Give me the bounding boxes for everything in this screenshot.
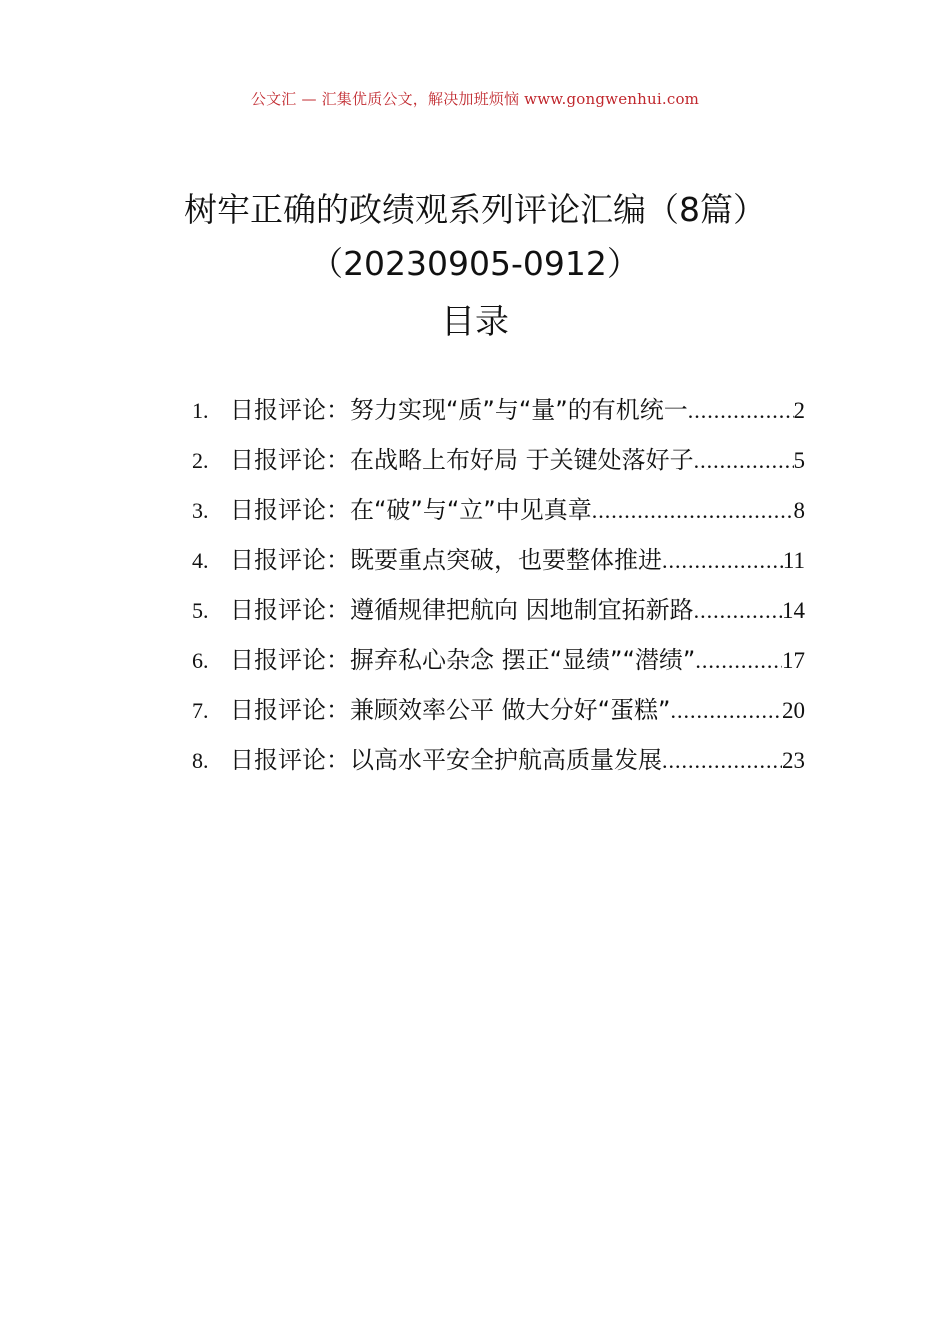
toc-entry-6[interactable] [192,638,805,688]
toc-heading: 目录 [441,302,509,342]
toc-entry-4[interactable] [192,538,805,588]
toc-entry-number: 3. [192,498,209,523]
page-header: 公文汇 — 汇集优质公文，解决加班烦恼 www.gongwenhui.com [250,90,700,108]
toc-entry-title: 日报评论：努力实现“质”与“量”的有机统一 [230,396,688,424]
toc-entry-page: 23 [782,748,805,773]
toc-entry-number: 7. [192,698,209,723]
toc-leader-dots [592,489,794,533]
toc-entry-3[interactable] [192,488,805,538]
toc-leader-dots [695,639,782,683]
toc-entry-page: 8 [793,498,805,523]
toc-leader-dots [688,389,794,433]
toc-entry-title: 日报评论：摒弃私心杂念 摆正“显绩”“潜绩” [230,646,696,674]
toc-entry-title: 日报评论：兼顾效率公平 做大分好“蛋糕” [230,696,671,724]
toc-entry-7[interactable] [192,688,805,738]
toc-entry-title: 日报评论：在“破”与“立”中见真章 [230,496,592,524]
toc-entry-title: 日报评论：遵循规律把航向 因地制宜拓新路 [230,596,694,624]
toc-entry-page: 2 [793,398,805,423]
toc-leader-dots [662,539,783,583]
toc-entry-number: 4. [192,548,209,573]
toc-entry-page: 17 [782,648,805,673]
toc-leader-dots [694,589,782,633]
toc-entry-page: 20 [782,698,805,723]
table-of-contents [192,388,805,788]
toc-leader-dots [671,689,783,733]
document-date-range: （20230905-0912） [310,244,640,283]
toc-leader-dots [694,439,794,483]
toc-entry-number: 1. [192,398,209,423]
toc-entry-2[interactable] [192,438,805,488]
toc-entry-5[interactable] [192,588,805,638]
document-title: 树牢正确的政绩观系列评论汇编（8篇） [184,190,766,229]
toc-entry-number: 5. [192,598,209,623]
toc-entry-page: 11 [782,548,805,573]
toc-entry-1[interactable] [192,388,805,438]
toc-entry-number: 6. [192,648,209,673]
toc-leader-dots [662,739,782,783]
title-block [0,186,950,346]
toc-entry-title: 日报评论：以高水平安全护航高质量发展 [230,746,662,774]
toc-entry-number: 2. [192,448,209,473]
toc-entry-page: 14 [782,598,805,623]
toc-entry-title: 日报评论：在战略上布好局 于关键处落好子 [230,446,694,474]
toc-entry-title: 日报评论：既要重点突破，也要整体推进 [230,546,662,574]
toc-entry-page: 5 [793,448,805,473]
toc-entry-number: 8. [192,748,209,773]
toc-entry-8[interactable] [192,738,805,788]
